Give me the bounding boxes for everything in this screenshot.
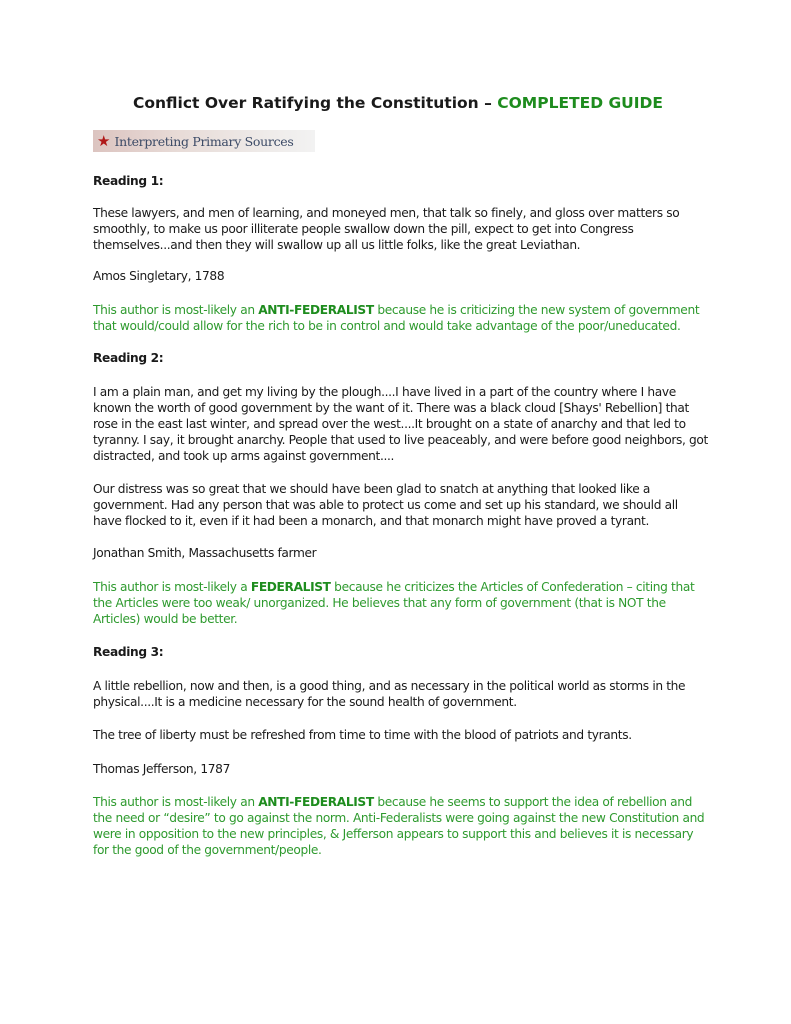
reading-2-quote-2: Our distress was so great that we should have been glad to snatch at anything that looked like a government. Had any person that was able to protect us come and set up his standard, we should all have flocked to it, even if it had been a monarch, and that monarch might have proved a tyrant. — [93, 482, 678, 528]
page-title — [93, 94, 703, 112]
answer-label: ANTI-FEDERALIST — [258, 303, 374, 317]
reading-1-attribution: Amos Singletary, 1788 — [93, 269, 225, 283]
answer-suffix: because he criticizes the Articles of Confederation – citing that the Articles were too weak/ unorganized. He believes that any form of government (that is NOT the Articles) would be better. — [93, 580, 695, 626]
answer-suffix: because he is criticizing the new system of government that would/could allow for the rich to be in control and would take advantage of the poor/uneducated. — [93, 303, 700, 333]
reading-1-answer — [93, 302, 708, 334]
reading-2-quote-1: I am a plain man, and get my living by the plough....I have lived in a part of the country where I have known the worth of good government by the want of it. There was a black cloud [Shays' Rebellion] that rose in the east last winter, and spread over the west....It brought on a state of anarchy and that led to tyranny. I say, it brought anarchy. People that used to live peaceably, and were before good neighbors, got distracted, and took up arms against government.... — [93, 385, 708, 463]
reading-3-answer — [93, 794, 708, 858]
reading-3-heading: Reading 3: — [93, 645, 164, 659]
banner-label: Interpreting Primary Sources — [114, 133, 294, 149]
title-main: Conflict Over Ratifying the Constitution – — [132, 94, 498, 112]
reading-2-answer — [93, 579, 708, 627]
reading-3-quote-1: A little rebellion, now and then, is a good thing, and as necessary in the political world as storms in the physical....It is a medicine necessary for the sound health of government. — [93, 679, 686, 709]
title-accent: COMPLETED GUIDE — [497, 94, 663, 112]
answer-label: FEDERALIST — [250, 580, 331, 594]
reading-1-quote: These lawyers, and men of learning, and moneyed men, that talk so finely, and gloss over matters so smoothly, to make us poor illiterate people swallow down the pill, expect to get into Congress themselves...and then they will swallow up all us little folks, like the great Leviathan. — [93, 206, 680, 252]
interpreting-primary-sources-banner — [93, 130, 315, 152]
reading-2-heading: Reading 2: — [93, 351, 164, 365]
reading-3-quote-2: The tree of liberty must be refreshed from time to time with the blood of patriots and tyrants. — [93, 728, 632, 742]
answer-prefix: This author is most-likely a — [93, 580, 251, 594]
star-icon: ★ — [97, 131, 111, 150]
answer-prefix: This author is most-likely an — [93, 303, 259, 317]
reading-2-attribution: Jonathan Smith, Massachusetts farmer — [93, 546, 317, 560]
reading-1-heading: Reading 1: — [93, 174, 164, 188]
answer-suffix: because he seems to support the idea of rebellion and the need or “desire” to go against the norm. Anti-Federalists were going against the new Constitution and were in opposition to the new principles, & Jefferson appears to support this and believes it is necessary for the good of the government/people. — [93, 795, 705, 857]
reading-3-attribution: Thomas Jefferson, 1787 — [93, 762, 230, 776]
answer-label: ANTI-FEDERALIST — [258, 795, 374, 809]
answer-prefix: This author is most-likely an — [93, 795, 259, 809]
